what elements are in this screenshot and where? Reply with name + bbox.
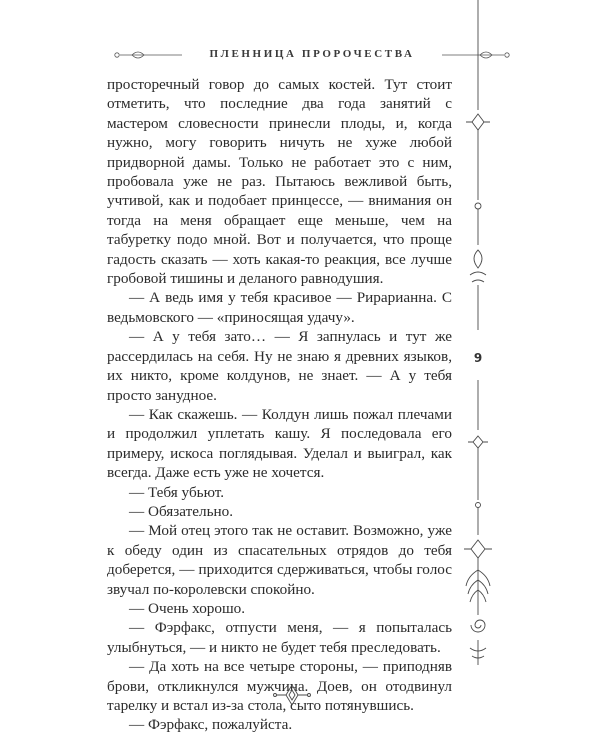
- paragraph: — Обязательно.: [129, 502, 234, 520]
- paragraph: — Мой отец этого так не оставит. Возможно, уже к обеду один из спасательных отрядов до тебя доберется, — приходится сдерживаться, чтобы голос звучал по-королевски спокойно.: [107, 522, 452, 598]
- page-number: 9: [473, 351, 483, 365]
- paragraph: — Очень хорошо.: [129, 599, 246, 617]
- bottom-flourish-icon: [272, 682, 312, 708]
- paragraph: — А у тебя зато… — Я запнулась и тут же рассердилась на себя. Ну не знаю я древних языков, их никто, кроме колдунов, не знает. — А у тебя просто занудное.: [107, 328, 452, 404]
- paragraph: — Фэрфакс, пожалуйста.: [129, 716, 293, 734]
- paragraph: — Фэрфакс, отпусти меня, — я попыталась улыбнуться, — и никто не будет тебя преследовать.: [107, 619, 452, 656]
- paragraph: — Как скажешь. — Колдун лишь пожал плечами и продолжил уплетать кашу. Я последовала его примеру, искоса поглядывая. Уделал и выиграл, как всегда. Даже есть уже не хочется.: [107, 405, 452, 482]
- paragraph: просторечный говор до самых костей. Тут стоит отметить, что последние два года занятий с мастером словесности принесли плоды, и, когда нужно, могу говорить ничуть не хуже любой придворной дамы. Только не работает это с ним, пробовала уже не раз. Пытаюсь вежливой быть, учтивой, как и подобает принцессе, — внимания он тогда на меня обращает еще меньше, чем на табуретку подо мной. Вот и получается, что проще гадость сказать — хоть какая-то реакция, все лучше гробовой тишины и деланого равнодушия.: [107, 76, 452, 288]
- side-flourish-icon: [458, 0, 498, 680]
- paragraph: — Тебя убьют.: [129, 483, 225, 501]
- paragraph: — А ведь имя у тебя красивое — Рирарианна. С ведьмовского — «приносящая удачу».: [107, 289, 452, 326]
- paragraph: — Да хоть на все четыре стороны, — приподняв брови, откликнулся мужчина. Доев, он отодвинул тарелку и встал из-за стола, сыто потянувшись.: [107, 658, 452, 714]
- running-header: [112, 44, 512, 68]
- body-text: [107, 75, 452, 735]
- header-title: ПЛЕННИЦА ПРОРОЧЕСТВА: [209, 48, 415, 60]
